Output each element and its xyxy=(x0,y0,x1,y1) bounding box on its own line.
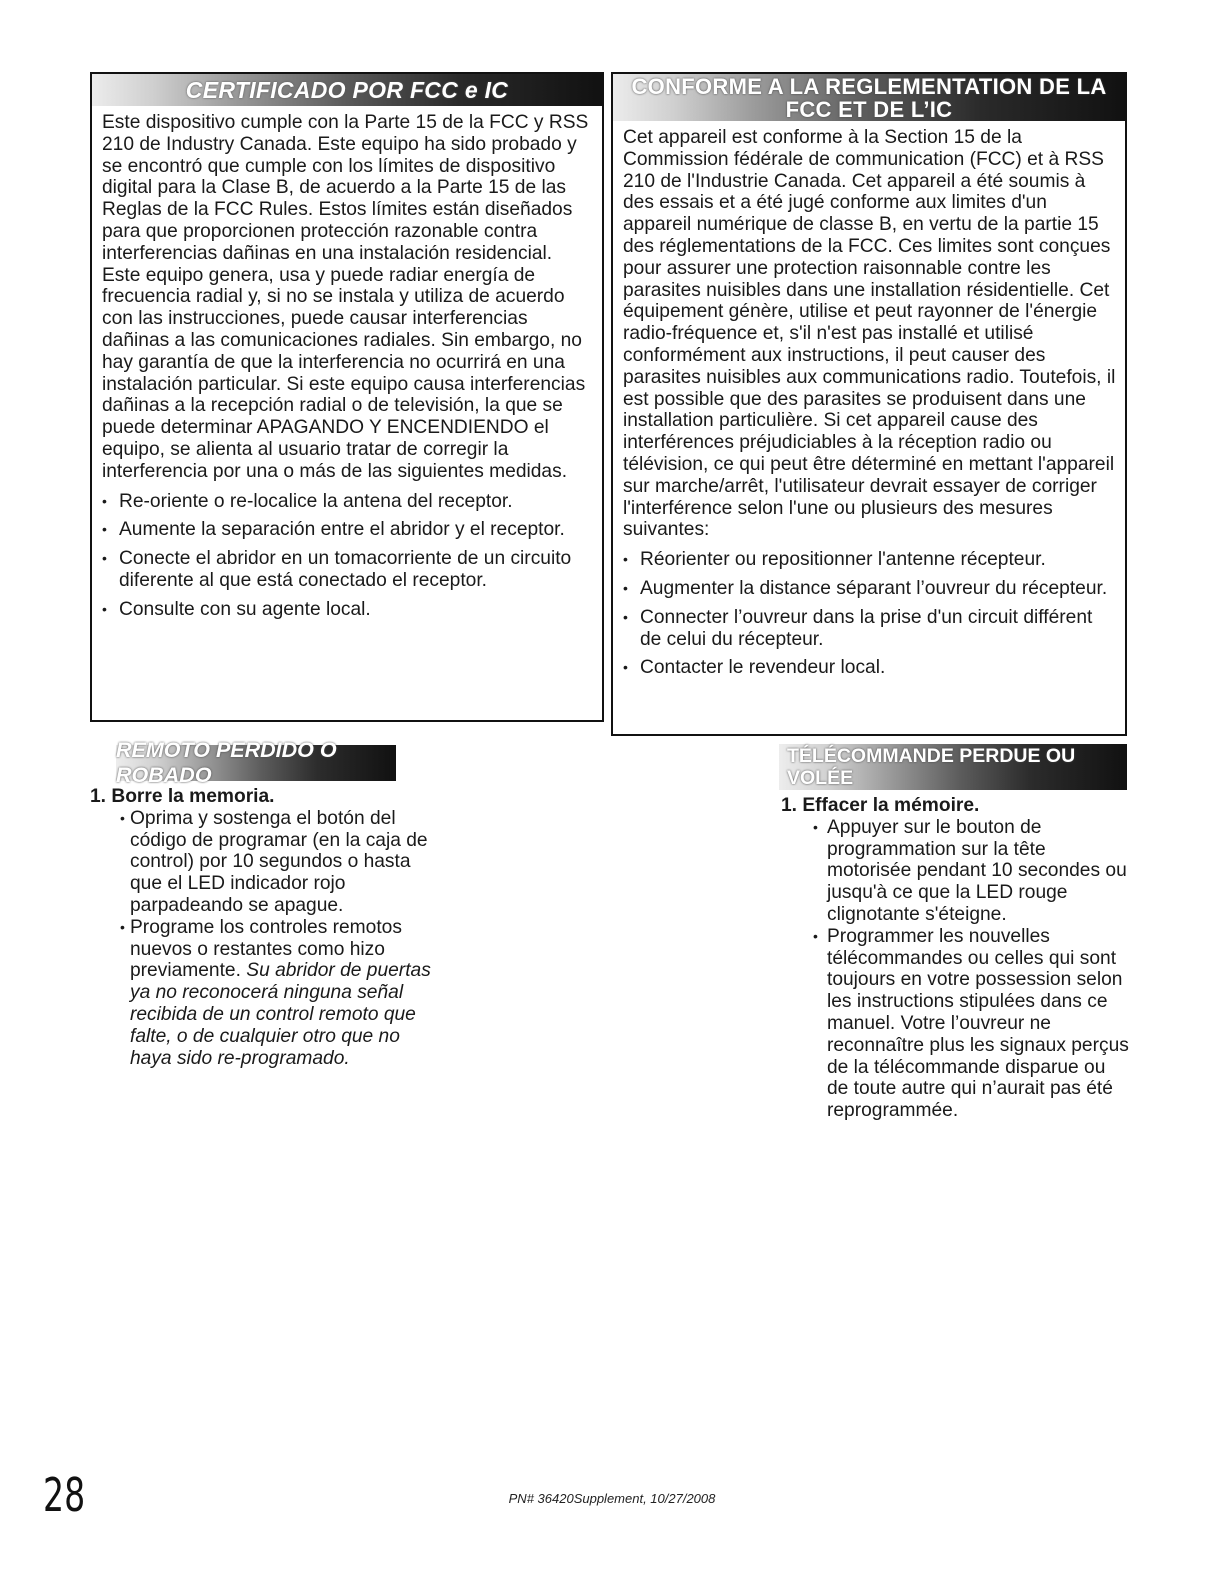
fcc-french-header: CONFORME A LA REGLEMENTATION DE LA FCC ET DE L’IC xyxy=(613,74,1125,121)
list-item: • Programmer les nouvelles télécommandes ou celles qui sont toujours en votre possession selon les instructions stipulées dans ce manuel. Votre l’ouvreur ne reconnaître plus les signaux perçus de la télécommande disparue ou de toute autre qui n’aurait pas été reprogrammée. xyxy=(813,926,1131,1122)
list-item: • Réorienter ou repositionner l'antenne récepteur. xyxy=(623,549,1117,571)
fcc-spanish-header: CERTIFICADO POR FCC e IC xyxy=(92,74,602,106)
step-list xyxy=(781,817,1131,1122)
step-text: Programe los controles remotos nuevos o restantes como hizo previamente. xyxy=(130,916,402,982)
list-item: • Consulte con su agente local. xyxy=(102,599,594,621)
list-item: • Oprima y sostenga el botón del código de programar (en la caja de control) por 10 segundos o hasta que el LED indicador rojo parpadeando se apague. xyxy=(120,808,440,917)
fcc-french-paragraph: Cet appareil est conforme à la Section 15 de la Commission fédérale de communication (FCC) et à RSS 210 de l'Industrie Canada. Cet appareil a été soumis à des essais et a été jugé conforme aux limites d'un appareil numérique de classe B, en vertu de la partie 15 des réglementations de la FCC. Ces limites sont conçues pour assurer une protection raisonnable contre les parasites nuisibles dans une installation résidentielle. Cet équipement génère, utilise et peut rayonner de l'énergie radio-fréquence et, s'il n'est pas installé et utilisé conformément aux instructions, il peut causer des parasites nuisibles aux communications radio. Toutefois, il est possible que des parasites se produisent dans une installation particulière. Si cet appareil cause des interférences préjudiciables à la réception radio ou télévision, ce qui peut être déterminé en mettant l'appareil sur marche/arrêt, l'utilisateur devrait essayer de corriger l'interférence selon l'une ou plusieurs des mesures suivantes: xyxy=(623,127,1116,541)
list-item: • Aumente la separación entre el abridor y el receptor. xyxy=(102,519,594,541)
lost-remote-french-header: TÉLÉCOMMANDE PERDUE OU VOLÉE xyxy=(779,744,1127,790)
fcc-french-box xyxy=(611,72,1127,736)
list-item: • Contacter le revendeur local. xyxy=(623,657,1117,679)
fcc-french-measures xyxy=(623,549,1117,679)
fcc-spanish-measures xyxy=(102,491,594,621)
fcc-spanish-body xyxy=(92,106,602,621)
fcc-spanish-paragraph: Este dispositivo cumple con la Parte 15 de la FCC y RSS 210 de Industry Canada. Este equipo ha sido probado y se encontró que cumple con los límites de dispositivo digital para la Clase B, de acuerdo a la Parte 15 de las Reglas de la FCC Rules. Estos límites están diseñados para que proporcionen protección razonable contra interferencias dañinas en una instalación residencial. Este equipo genera, usa y puede radiar energía de frecuencia radial y, si no se instala y utiliza de acuerdo con las instrucciones, puede causar interferencias dañinas a las comunicaciones radiales. Sin embargo, no hay garantía de que la interferencia no ocurrirá en una instalación particular. Si este equipo causa interferencias dañinas a la recepción radial o de televisión, la que se puede determinar APAGANDO Y ENCENDIENDO el equipo, se alienta al usuario tratar de corregir la interferencia por una o más de las siguientes medidas. xyxy=(102,112,589,482)
fcc-spanish-box xyxy=(90,72,604,722)
list-item: • Re-oriente o re-localice la antena del receptor. xyxy=(102,491,594,513)
list-item: • Appuyer sur le bouton de programmation sur la tête motorisée pendant 10 secondes ou jusqu'à ce que la LED rouge clignotante s'éteigne. xyxy=(813,817,1131,926)
list-item: • Augmenter la distance séparant l’ouvreur du récepteur. xyxy=(623,578,1117,600)
step-title: 1. Effacer la mémoire. xyxy=(781,795,980,816)
lost-remote-spanish-steps xyxy=(90,786,440,1069)
lost-remote-spanish-header: REMOTO PERDIDO O ROBADO xyxy=(116,745,396,781)
fcc-french-body xyxy=(613,121,1125,679)
part-number: PN# 36420Supplement, 10/27/2008 xyxy=(508,1491,716,1506)
step-list xyxy=(90,808,440,1070)
list-item: • Connecter l’ouvreur dans la prise d'un circuit différent de celui du récepteur. xyxy=(623,607,1117,651)
step-title: 1. Borre la memoria. xyxy=(90,786,275,807)
list-item xyxy=(120,917,440,1070)
list-item: • Conecte el abridor en un tomacorriente de un circuito diferente al que está conectado el receptor. xyxy=(102,548,594,592)
page-number: 28 xyxy=(43,1468,86,1522)
lost-remote-french-steps xyxy=(781,795,1131,1122)
step-note-italic: Su abridor de puertas ya no reconocerá ninguna señal recibida de un control remoto que falte, o de cualquier otro que no haya sido re-programado. xyxy=(130,960,431,1069)
